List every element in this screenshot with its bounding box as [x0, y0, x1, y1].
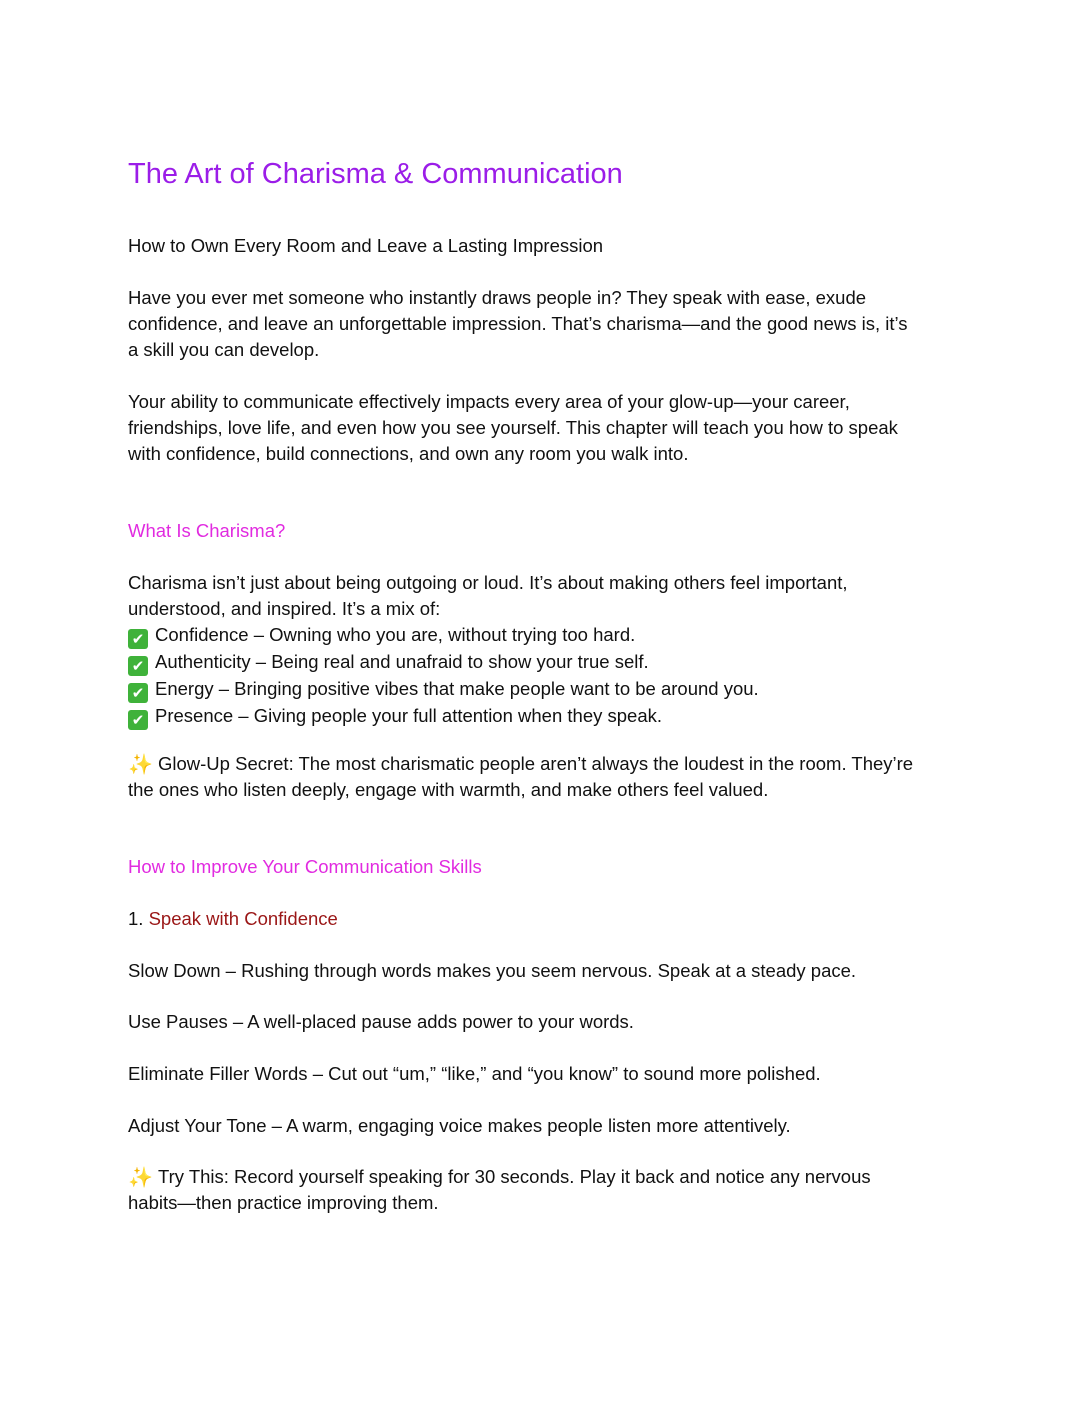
charisma-lead-paragraph	[128, 570, 968, 730]
sparkles-icon: ✨	[128, 752, 153, 776]
trait-item: ✔ Presence – Giving people your full attention when they speak.	[128, 703, 968, 730]
text-line: with confidence, build connections, and own any room you walk into.	[128, 443, 689, 464]
check-mark-icon: ✔	[128, 656, 148, 676]
subheading-text: Speak with Confidence	[148, 908, 338, 929]
trait-item: ✔ Energy – Bringing positive vibes that make people want to be around you.	[128, 676, 968, 703]
text-line: Your ability to communicate effectively impacts every area of your glow-up—your career,	[128, 391, 850, 412]
check-mark-icon: ✔	[128, 629, 148, 649]
check-mark-icon: ✔	[128, 710, 148, 730]
sparkles-icon: ✨	[128, 1165, 153, 1189]
subtitle: How to Own Every Room and Leave a Lasting Impression	[128, 235, 604, 256]
text-line: the ones who listen deeply, engage with warmth, and make others feel valued.	[128, 779, 769, 800]
section-heading-what-is-charisma: What Is Charisma?	[128, 520, 286, 541]
text-line: understood, and inspired. It’s a mix of:	[128, 598, 441, 619]
trait-item: ✔ Authenticity – Being real and unafraid to show your true self.	[128, 649, 968, 676]
check-mark-icon: ✔	[128, 683, 148, 703]
text-line: habits—then practice improving them.	[128, 1192, 439, 1213]
text-line: ✨ Try This: Record yourself speaking for 30 seconds. Play it back and notice any nervous	[128, 1165, 871, 1189]
text-line: Charisma isn’t just about being outgoing or loud. It’s about making others feel important,	[128, 572, 848, 593]
tip-adjust-tone: Adjust Your Tone – A warm, engaging voice makes people listen more attentively.	[128, 1115, 791, 1136]
try-this-callout	[128, 1164, 968, 1216]
trait-item: ✔ Confidence – Owning who you are, without trying too hard.	[128, 622, 968, 649]
text-line: a skill you can develop.	[128, 339, 320, 360]
subheading-speak-with-confidence	[128, 906, 338, 932]
text-line: confidence, and leave an unforgettable impression. That’s charisma—and the good news is, it’s	[128, 313, 908, 334]
intro-paragraph-1	[128, 285, 968, 363]
subheading-number: 1.	[128, 908, 144, 929]
intro-paragraph-2	[128, 389, 968, 467]
glow-up-secret-callout	[128, 751, 968, 803]
text-line: Have you ever met someone who instantly draws people in? They speak with ease, exude	[128, 287, 867, 308]
text-line: friendships, love life, and even how you see yourself. This chapter will teach you how to speak	[128, 417, 898, 438]
section-heading-communication-skills: How to Improve Your Communication Skills	[128, 856, 482, 877]
tip-use-pauses: Use Pauses – A well-placed pause adds power to your words.	[128, 1011, 634, 1032]
tip-slow-down: Slow Down – Rushing through words makes you seem nervous. Speak at a steady pace.	[128, 960, 857, 981]
tip-eliminate-filler-words: Eliminate Filler Words – Cut out “um,” “like,” and “you know” to sound more polished.	[128, 1063, 821, 1084]
text-line: ✨ Glow-Up Secret: The most charismatic people aren’t always the loudest in the room. They’re	[128, 752, 914, 776]
page-title: The Art of Charisma & Communication	[128, 158, 623, 190]
